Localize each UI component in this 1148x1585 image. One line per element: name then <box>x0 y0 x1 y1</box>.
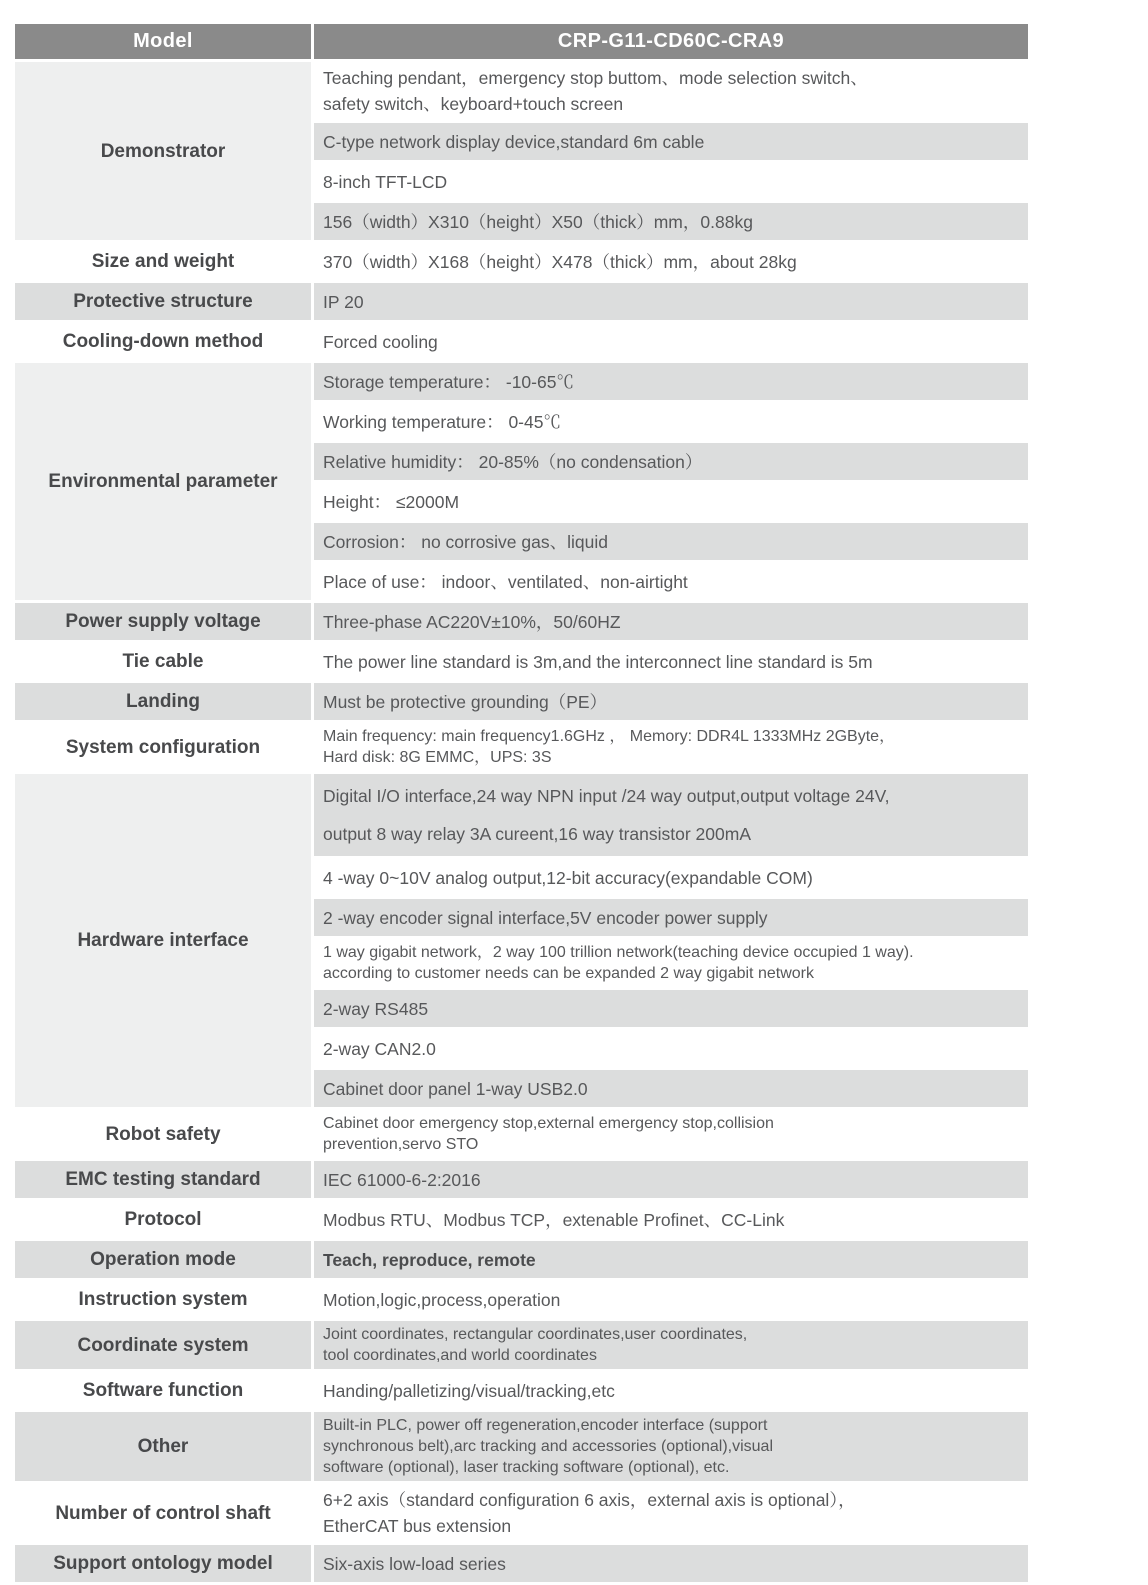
table-row <box>15 774 1028 856</box>
table-row <box>15 363 1028 400</box>
row-value: 370（width）X168（height）X478（thick）mm，about 28kg <box>314 243 1028 280</box>
spec-table-body <box>15 62 1028 1582</box>
row-label: Protocol <box>15 1201 311 1238</box>
row-value: 156（width）X310（height）X50（thick）mm，0.88kg <box>314 203 1028 240</box>
row-value: Main frequency: main frequency1.6GHz ， Memory: DDR4L 1333MHz 2GByte， Hard disk: 8G EMMC，UPS: 3S <box>314 723 1028 771</box>
row-value: 4 -way 0~10V analog output,12-bit accuracy(expandable COM) <box>314 859 1028 896</box>
spec-table-header <box>15 24 1028 59</box>
table-row <box>15 1161 1028 1198</box>
header-row <box>15 24 1028 59</box>
table-row <box>15 683 1028 720</box>
row-value: Built-in PLC, power off regeneration,encoder interface (support synchronous belt),arc tracking and accessories (optional),visual software (optional), laser tracking software (optional), etc. <box>314 1412 1028 1481</box>
row-value: Joint coordinates, rectangular coordinates,user coordinates, tool coordinates,and world coordinates <box>314 1321 1028 1369</box>
row-value: Cabinet door emergency stop,external emergency stop,collision prevention,servo STO <box>314 1110 1028 1158</box>
row-value: Forced cooling <box>314 323 1028 360</box>
row-label: System configuration <box>15 723 311 771</box>
row-value: 6+2 axis（standard configuration 6 axis，external axis is optional）， EtherCAT bus extension <box>314 1484 1028 1542</box>
row-label: Protective structure <box>15 283 311 320</box>
row-value: Relative humidity： 20-85%（no condensation） <box>314 443 1028 480</box>
table-row <box>15 643 1028 680</box>
row-value: Motion,logic,process,operation <box>314 1281 1028 1318</box>
row-value: C-type network display device,standard 6m cable <box>314 123 1028 160</box>
row-label: Software function <box>15 1372 311 1409</box>
row-value: 8-inch TFT-LCD <box>314 163 1028 200</box>
row-value: 2-way RS485 <box>314 990 1028 1027</box>
row-label: Coordinate system <box>15 1321 311 1369</box>
row-value: Must be protective grounding（PE） <box>314 683 1028 720</box>
table-row <box>15 1545 1028 1582</box>
row-value: Teaching pendant，emergency stop buttom、mode selection switch、 safety switch、keyboard+touch screen <box>314 62 1028 120</box>
row-label: EMC testing standard <box>15 1161 311 1198</box>
row-value: Modbus RTU、Modbus TCP，extenable Profinet、CC-Link <box>314 1201 1028 1238</box>
row-value: The power line standard is 3m,and the interconnect line standard is 5m <box>314 643 1028 680</box>
table-row <box>15 1281 1028 1318</box>
row-label: Other <box>15 1412 311 1481</box>
row-label: Cooling-down method <box>15 323 311 360</box>
row-label: Size and weight <box>15 243 311 280</box>
row-label: Hardware interface <box>15 774 311 1107</box>
table-row <box>15 1484 1028 1542</box>
table-row <box>15 62 1028 120</box>
row-value: IP 20 <box>314 283 1028 320</box>
row-value: Cabinet door panel 1-way USB2.0 <box>314 1070 1028 1107</box>
table-row <box>15 1372 1028 1409</box>
row-label: Operation mode <box>15 1241 311 1278</box>
row-value: IEC 61000-6-2:2016 <box>314 1161 1028 1198</box>
table-row <box>15 723 1028 771</box>
table-row <box>15 1110 1028 1158</box>
model-label-cell: Model <box>15 24 311 59</box>
row-value: Handing/palletizing/visual/tracking,etc <box>314 1372 1028 1409</box>
row-value: Teach, reproduce, remote <box>314 1241 1028 1278</box>
row-value: Place of use： indoor、ventilated、non-airtight <box>314 563 1028 600</box>
spec-table <box>12 21 1031 1585</box>
table-row <box>15 243 1028 280</box>
row-value: Corrosion： no corrosive gas、liquid <box>314 523 1028 560</box>
table-row <box>15 323 1028 360</box>
model-value-cell: CRP-G11-CD60C-CRA9 <box>314 24 1028 59</box>
table-row <box>15 1201 1028 1238</box>
row-label: Instruction system <box>15 1281 311 1318</box>
table-row <box>15 603 1028 640</box>
table-row <box>15 1241 1028 1278</box>
row-label: Demonstrator <box>15 62 311 240</box>
table-row <box>15 283 1028 320</box>
row-value: Digital I/O interface,24 way NPN input /24 way output,output voltage 24V, output 8 way relay 3A cureent,16 way transistor 200mA <box>314 774 1028 856</box>
row-value: Storage temperature： -10-65℃ <box>314 363 1028 400</box>
row-value: Height： ≤2000M <box>314 483 1028 520</box>
row-label: Robot safety <box>15 1110 311 1158</box>
row-value: Working temperature： 0-45℃ <box>314 403 1028 440</box>
row-label: Number of control shaft <box>15 1484 311 1542</box>
table-row <box>15 1321 1028 1369</box>
row-label: Support ontology model <box>15 1545 311 1582</box>
row-label: Tie cable <box>15 643 311 680</box>
table-row <box>15 1412 1028 1481</box>
row-value: Three-phase AC220V±10%，50/60HZ <box>314 603 1028 640</box>
row-value: 2 -way encoder signal interface,5V encoder power supply <box>314 899 1028 936</box>
row-value: 2-way CAN2.0 <box>314 1030 1028 1067</box>
row-label: Landing <box>15 683 311 720</box>
row-value: 1 way gigabit network，2 way 100 trillion network(teaching device occupied 1 way). according to customer needs can be expanded 2 way gigabit network <box>314 939 1028 987</box>
row-label: Power supply voltage <box>15 603 311 640</box>
row-value: Six-axis low-load series <box>314 1545 1028 1582</box>
row-label: Environmental parameter <box>15 363 311 600</box>
